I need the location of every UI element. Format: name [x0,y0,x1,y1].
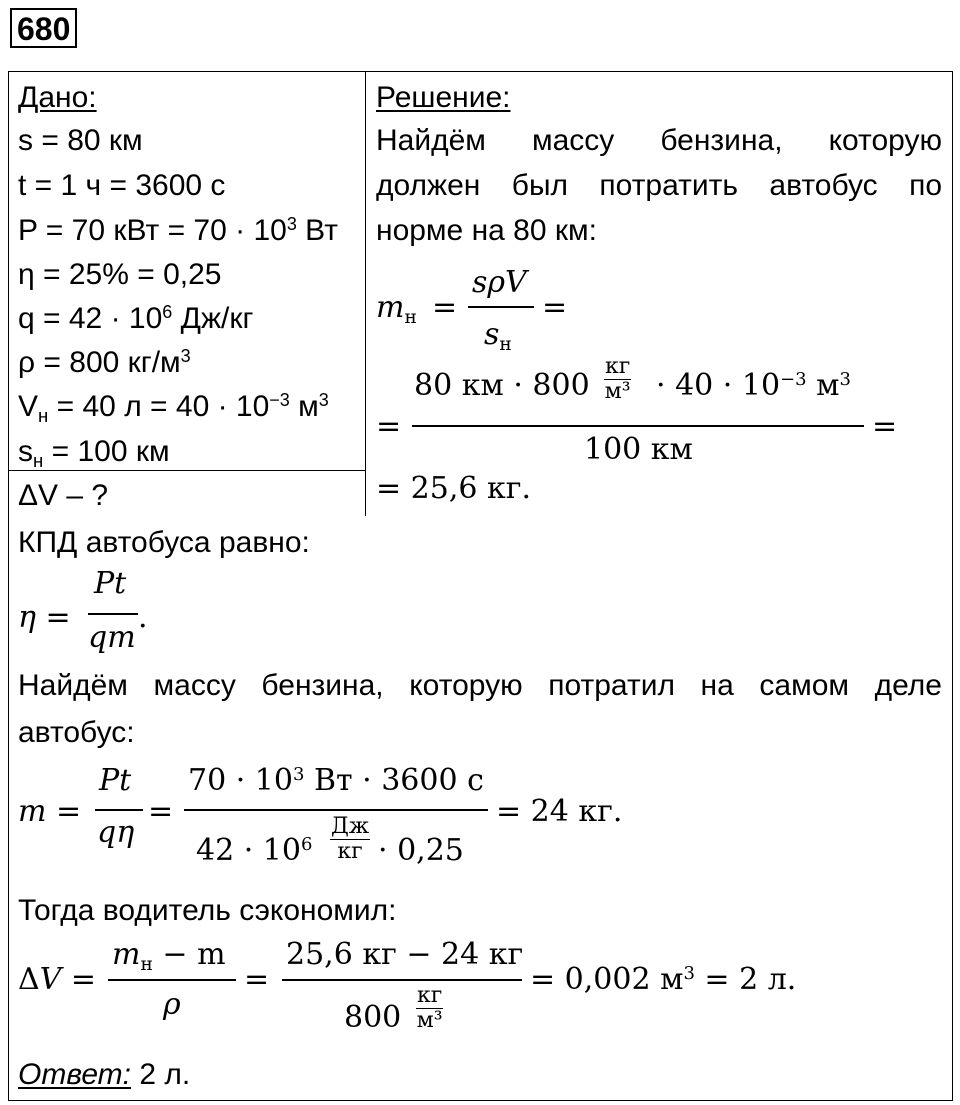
norm-mass-calc-numerator-b: · $40 \cdot 10^{-3}$ $м^3$ [656,368,851,403]
given-s: s = 80 км [18,124,143,157]
actual-mass-fraction-bar [95,809,143,811]
actual-mass-calc-numerator: $70 \cdot 10^3$ Вт · 3600 с [188,763,484,798]
unit-kg-per-m3-2: кг м³ [416,983,443,1033]
norm-mass-result: = 25,6 кг. [376,471,532,506]
norm-mass-calc-equals: = [376,409,402,444]
norm-mass-equals-2: = [542,290,568,325]
norm-mass-calc-denominator: 100 км [584,432,693,467]
given-heading: Дано: [18,81,97,114]
actual-mass-result: = 24 кг. [496,794,623,829]
problem-number: 680 [10,8,77,48]
actual-mass-calc-fraction-bar [184,809,488,811]
actual-mass-text-line2: автобус: [18,716,135,749]
given-distance-norm: $s_н = 100$ км [18,435,170,471]
answer-value: 2 л. [131,1058,191,1091]
norm-mass-denominator: $s_н$ [484,317,512,355]
actual-mass-lhs: m = [18,794,82,829]
norm-mass-calc-numerator-a: 80 км · 800 [414,368,590,403]
given-efficiency: η = 25% = 0,25 [18,258,222,291]
solution-text-line1: Найдём массу бензина, которую [376,124,942,157]
efficiency-numerator: Pt [94,566,127,601]
saved-volume-calc-numerator: 25,6 кг − 24 кг [286,937,524,972]
given-volume-norm: $V_н = 40$ $л = 40 \cdot 10^{-3}$ $м^3$ [18,390,329,426]
saved-volume-lhs: ΔV = [18,962,97,997]
solution-heading: Решение: [376,81,511,114]
saved-text: Тогда водитель сэкономил: [18,894,397,927]
saved-volume-calc-fraction-bar [282,979,522,981]
given-heat-value: $q = 42 \cdot 10^6$ Дж/кг [18,302,254,335]
given-power: P = 70 кВт = $70 \cdot 10^3$ Вт [18,214,338,247]
actual-mass-denominator: qη [97,815,135,850]
norm-mass-calc-fraction-bar [412,425,864,427]
given-density: ρ = 800 $кг/м^3$ [18,346,191,379]
saved-volume-denominator: ρ [163,987,181,1022]
norm-mass-fraction-bar [468,306,534,308]
efficiency-denominator: qm [88,620,136,655]
actual-mass-calc-denominator-b: · 0,25 [378,833,464,868]
efficiency-lhs: η = [18,600,71,635]
unit-kg-per-m3: кг м³ [604,354,631,404]
saved-volume-equals: = [244,962,270,997]
norm-mass-lhs: $m_н$ [376,290,417,328]
unit-j-per-kg: Дж кг [331,814,370,864]
answer-line [18,1060,190,1090]
saved-volume-fraction-bar [108,979,236,981]
efficiency-fraction-bar [88,613,138,615]
actual-mass-calc-denominator-a: $42 \cdot 10^6$ [196,833,313,868]
given-divider [8,470,365,471]
solution-text-line2: должен был потратить автобус по [376,169,942,202]
saved-volume-numerator: $m_н - m$ [112,937,226,975]
efficiency-text: КПД автобуса равно: [18,526,310,559]
saved-volume-calc-denominator: 800 [344,1000,402,1035]
norm-mass-calc-equals-2: = [872,409,898,444]
solution-text-line3: норме на 80 км: [376,214,597,247]
actual-mass-equals: = [148,794,174,829]
column-divider [365,71,366,516]
find-quantity: ΔV – ? [18,479,109,512]
answer-label: Ответ: [18,1058,131,1091]
efficiency-period: . [138,600,148,635]
norm-mass-equals: = [432,290,458,325]
saved-volume-result: = 0,002 $м^3 = 2$ л. [530,962,797,997]
actual-mass-text-line1: Найдём массу бензина, которую потратил на самом деле [18,669,942,702]
given-t: t = 1 ч = 3600 с [18,169,226,202]
actual-mass-numerator: Pt [99,763,132,798]
norm-mass-numerator: sρV [472,265,527,300]
